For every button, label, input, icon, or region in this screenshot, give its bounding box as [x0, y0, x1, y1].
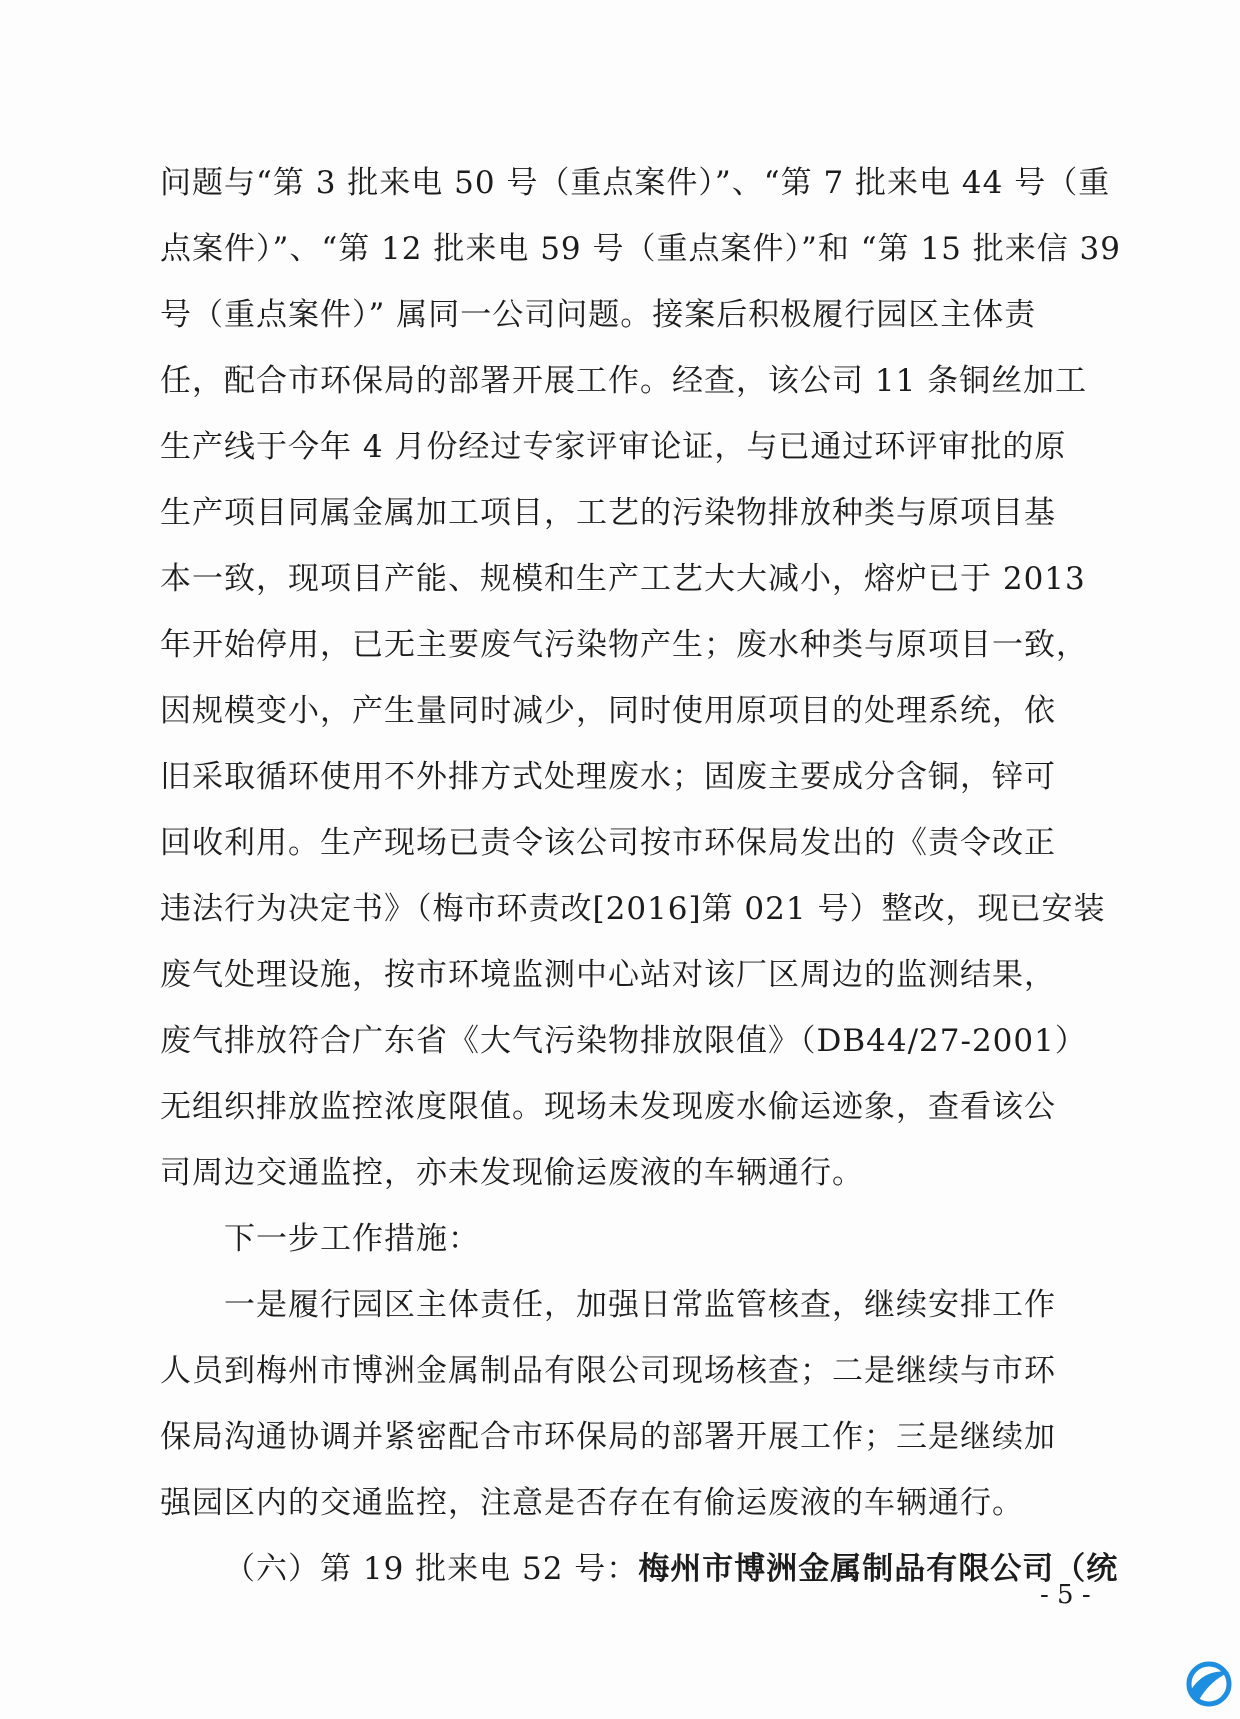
measure-line: 强园区内的交通监控，注意是否存在有偷运废液的车辆通行。: [160, 1485, 1024, 1521]
text-line: 废气处理设施，按市环境监测中心站对该厂区周边的监测结果，: [160, 957, 1056, 993]
text-line: 本一致，现项目产能、规模和生产工艺大大减小，熔炉已于 2013: [160, 561, 1086, 597]
watermark-logo-icon: [1185, 1660, 1233, 1708]
section-prefix: （六）第 19 批来电 52 号：: [224, 1551, 639, 1587]
text-line: 回收利用。生产现场已责令该公司按市环保局发出的《责令改正: [160, 825, 1056, 861]
text-line: 无组织排放监控浓度限值。现场未发现废水偷运迹象，查看该公: [160, 1089, 1056, 1125]
text-line: 生产线于今年 4 月份经过专家评审论证，与已通过环评审批的原: [160, 429, 1067, 465]
text-line: 废气排放符合广东省《大气污染物排放限值》（DB44/27-2001）: [160, 1023, 1087, 1059]
measure-line: 人员到梅州市博洲金属制品有限公司现场核查；二是继续与市环: [160, 1353, 1056, 1389]
section-company-name: 梅州市博洲金属制品有限公司（统: [638, 1551, 1119, 1587]
document-body: [160, 150, 1122, 1602]
text-line: 因规模变小，产生量同时减少，同时使用原项目的处理系统，依: [160, 693, 1056, 729]
next-steps-heading: 下一步工作措施：: [224, 1221, 480, 1257]
page-number: - 5 -: [1040, 1580, 1091, 1610]
text-line: 点案件）”、“第 12 批来电 59 号（重点案件）”和 “第 15 批来信 39: [160, 231, 1122, 267]
measure-line: 保局沟通协调并紧密配合市环保局的部署开展工作；三是继续加: [160, 1419, 1056, 1455]
text-line: 司周边交通监控，亦未发现偷运废液的车辆通行。: [160, 1155, 864, 1191]
section-heading: [160, 1536, 1119, 1602]
measure-line: 一是履行园区主体责任，加强日常监管核查，继续安排工作: [224, 1287, 1056, 1323]
text-line: 违法行为决定书》（梅市环责改[2016]第 021 号）整改，现已安装: [160, 891, 1106, 927]
text-line: 生产项目同属金属加工项目，工艺的污染物排放种类与原项目基: [160, 495, 1056, 531]
text-line: 年开始停用，已无主要废气污染物产生；废水种类与原项目一致，: [160, 627, 1088, 663]
text-line: 任，配合市环保局的部署开展工作。经查，该公司 11 条铜丝加工: [160, 363, 1088, 399]
text-line: 旧采取循环使用不外排方式处理废水；固废主要成分含铜，锌可: [160, 759, 1056, 795]
text-line: 问题与“第 3 批来电 50 号（重点案件）”、“第 7 批来电 44 号（重: [160, 165, 1111, 201]
text-line: 号（重点案件）” 属同一公司问题。接案后积极履行园区主体责: [160, 297, 1037, 333]
